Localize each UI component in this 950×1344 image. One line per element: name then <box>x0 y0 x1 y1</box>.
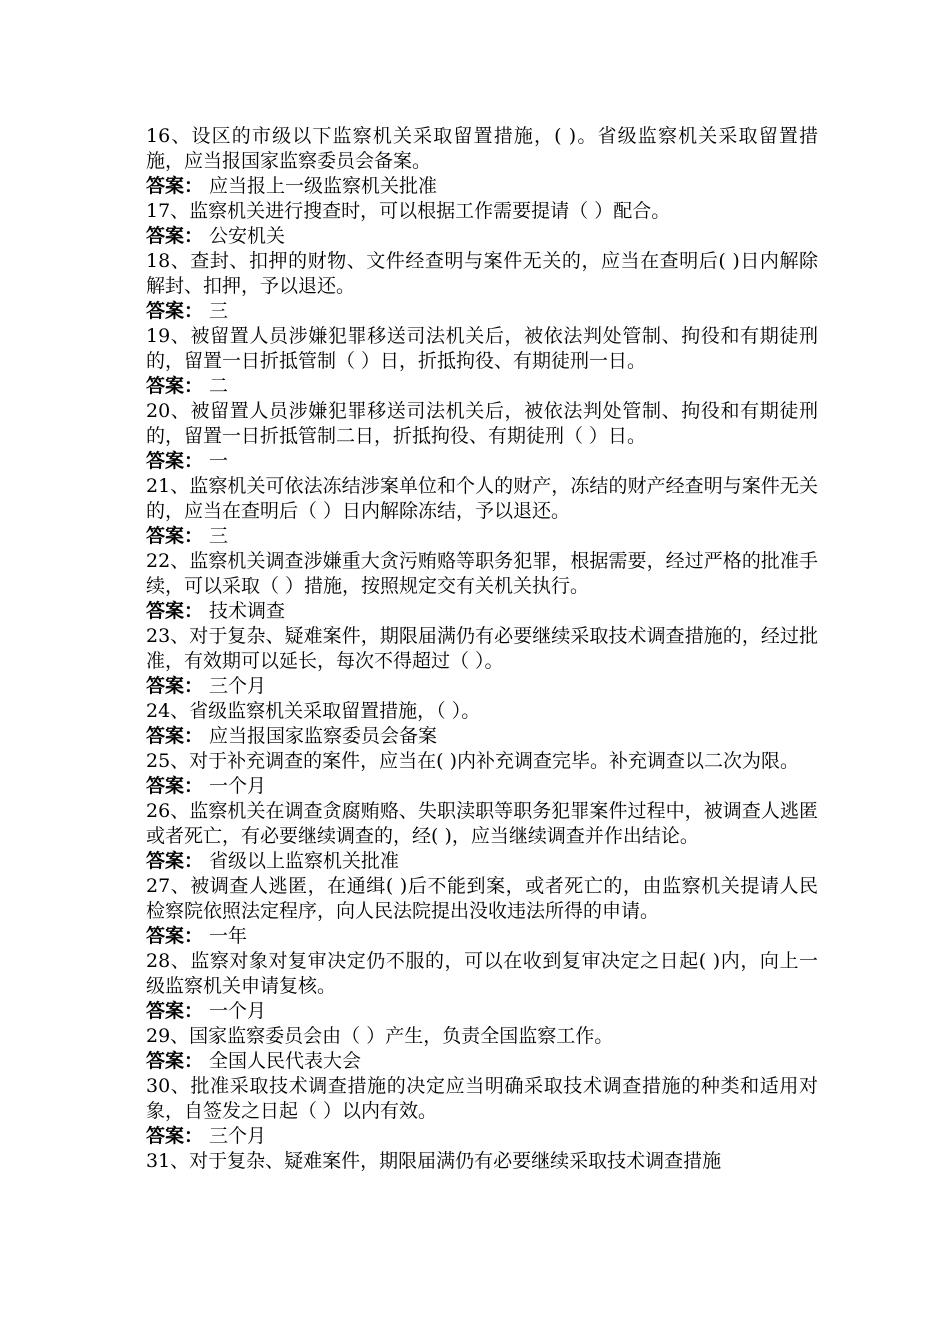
question-24: 24、省级监察机关采取留置措施，（ ）。 <box>146 700 481 722</box>
answer-label: 答案： <box>146 850 204 872</box>
answer-label: 答案： <box>146 925 204 947</box>
answer-label: 答案： <box>146 175 204 197</box>
answer-text: 一年 <box>209 925 248 947</box>
answer-29 <box>146 1049 818 1074</box>
answer-label: 答案： <box>146 675 204 697</box>
answer-24 <box>146 724 818 749</box>
answer-label: 答案： <box>146 600 204 622</box>
answer-label: 答案： <box>146 450 204 472</box>
answer-label: 答案： <box>146 1125 204 1147</box>
answer-label: 答案： <box>146 225 204 247</box>
answer-17 <box>146 224 818 249</box>
answer-text: 三个月 <box>209 675 267 697</box>
answer-text: 应当报国家监察委员会备案 <box>209 725 438 747</box>
qa-item-16 <box>146 124 818 199</box>
qa-item-26 <box>146 799 818 874</box>
answer-22 <box>146 599 818 624</box>
question-23: 23、对于复杂、疑难案件，期限届满仍有必要继续采取技术调查措施的，经过批准，有效期可以延长，每次不得超过（ ）。 <box>146 625 818 672</box>
answer-23 <box>146 674 818 699</box>
question-28: 28、监察对象对复审决定仍不服的，可以在收到复审决定之日起( )内，向上一级监察机关申请复核。 <box>146 950 818 997</box>
answer-25 <box>146 774 818 799</box>
question-29: 29、国家监察委员会由（ ）产生，负责全国监察工作。 <box>146 1025 614 1047</box>
qa-item-23 <box>146 624 818 699</box>
answer-label: 答案： <box>146 375 204 397</box>
answer-label: 答案： <box>146 525 204 547</box>
answer-text: 应当报上一级监察机关批准 <box>209 175 438 197</box>
question-17: 17、监察机关进行搜查时，可以根据工作需要提请（ ）配合。 <box>146 200 671 222</box>
answer-18 <box>146 299 818 324</box>
qa-item-27 <box>146 874 818 949</box>
question-30: 30、批准采取技术调查措施的决定应当明确采取技术调查措施的种类和适用对象，自签发之日起（ ）以内有效。 <box>146 1075 818 1122</box>
question-22: 22、监察机关调查涉嫌重大贪污贿赂等职务犯罪，根据需要，经过严格的批准手续，可以采取（ ）措施，按照规定交有关机关执行。 <box>146 550 818 597</box>
question-16: 16、设区的市级以下监察机关采取留置措施，( )。省级监察机关采取留置措施，应当报国家监察委员会备案。 <box>146 125 818 172</box>
answer-label: 答案： <box>146 725 204 747</box>
answer-text: 省级以上监察机关批准 <box>209 850 400 872</box>
answer-text: 二 <box>209 375 229 397</box>
answer-text: 一个月 <box>209 1000 267 1022</box>
answer-text: 全国人民代表大会 <box>209 1050 362 1072</box>
answer-text: 一 <box>209 450 229 472</box>
qa-item-25 <box>146 749 818 799</box>
qa-item-20 <box>146 399 818 474</box>
question-26: 26、监察机关在调查贪腐贿赂、失职渎职等职务犯罪案件过程中，被调查人逃匿或者死亡，有必要继续调查的，经( )，应当继续调查并作出结论。 <box>146 800 818 847</box>
answer-text: 技术调查 <box>209 600 286 622</box>
question-19: 19、被留置人员涉嫌犯罪移送司法机关后，被依法判处管制、拘役和有期徒刑的，留置一日折抵管制（ ）日，折抵拘役、有期徒刑一日。 <box>146 325 818 372</box>
answer-19 <box>146 374 818 399</box>
answer-label: 答案： <box>146 1000 204 1022</box>
qa-item-30 <box>146 1074 818 1149</box>
answer-label: 答案： <box>146 775 204 797</box>
answer-text: 三个月 <box>209 1125 267 1147</box>
question-27: 27、被调查人逃匿，在通缉( )后不能到案，或者死亡的，由监察机关提请人民检察院依照法定程序，向人民法院提出没收违法所得的申请。 <box>146 875 818 922</box>
qa-item-19 <box>146 324 818 399</box>
qa-item-31 <box>146 1149 818 1174</box>
qa-item-18 <box>146 249 818 324</box>
qa-item-29 <box>146 1024 818 1074</box>
qa-item-22 <box>146 549 818 624</box>
answer-text: 一个月 <box>209 775 267 797</box>
answer-27 <box>146 924 818 949</box>
qa-item-17 <box>146 199 818 249</box>
answer-label: 答案： <box>146 1050 204 1072</box>
document-body <box>146 124 818 1174</box>
qa-item-24 <box>146 699 818 749</box>
answer-21 <box>146 524 818 549</box>
qa-item-28 <box>146 949 818 1024</box>
answer-text: 公安机关 <box>209 225 286 247</box>
answer-20 <box>146 449 818 474</box>
answer-30 <box>146 1124 818 1149</box>
question-31: 31、对于复杂、疑难案件，期限届满仍有必要继续采取技术调查措施 <box>146 1150 722 1172</box>
answer-26 <box>146 849 818 874</box>
question-25: 25、对于补充调查的案件，应当在( )内补充调查完毕。补充调查以二次为限。 <box>146 750 800 772</box>
question-20: 20、被留置人员涉嫌犯罪移送司法机关后，被依法判处管制、拘役和有期徒刑的，留置一日折抵管制二日，折抵拘役、有期徒刑（ ）日。 <box>146 400 818 447</box>
question-21: 21、监察机关可依法冻结涉案单位和个人的财产，冻结的财产经查明与案件无关的，应当在查明后（ ）日内解除冻结，予以退还。 <box>146 475 818 522</box>
answer-28 <box>146 999 818 1024</box>
answer-16 <box>146 174 818 199</box>
answer-text: 三 <box>209 300 229 322</box>
answer-label: 答案： <box>146 300 204 322</box>
qa-item-21 <box>146 474 818 549</box>
answer-text: 三 <box>209 525 229 547</box>
question-18: 18、查封、扣押的财物、文件经查明与案件无关的，应当在查明后( )日内解除解封、扣押，予以退还。 <box>146 250 818 297</box>
